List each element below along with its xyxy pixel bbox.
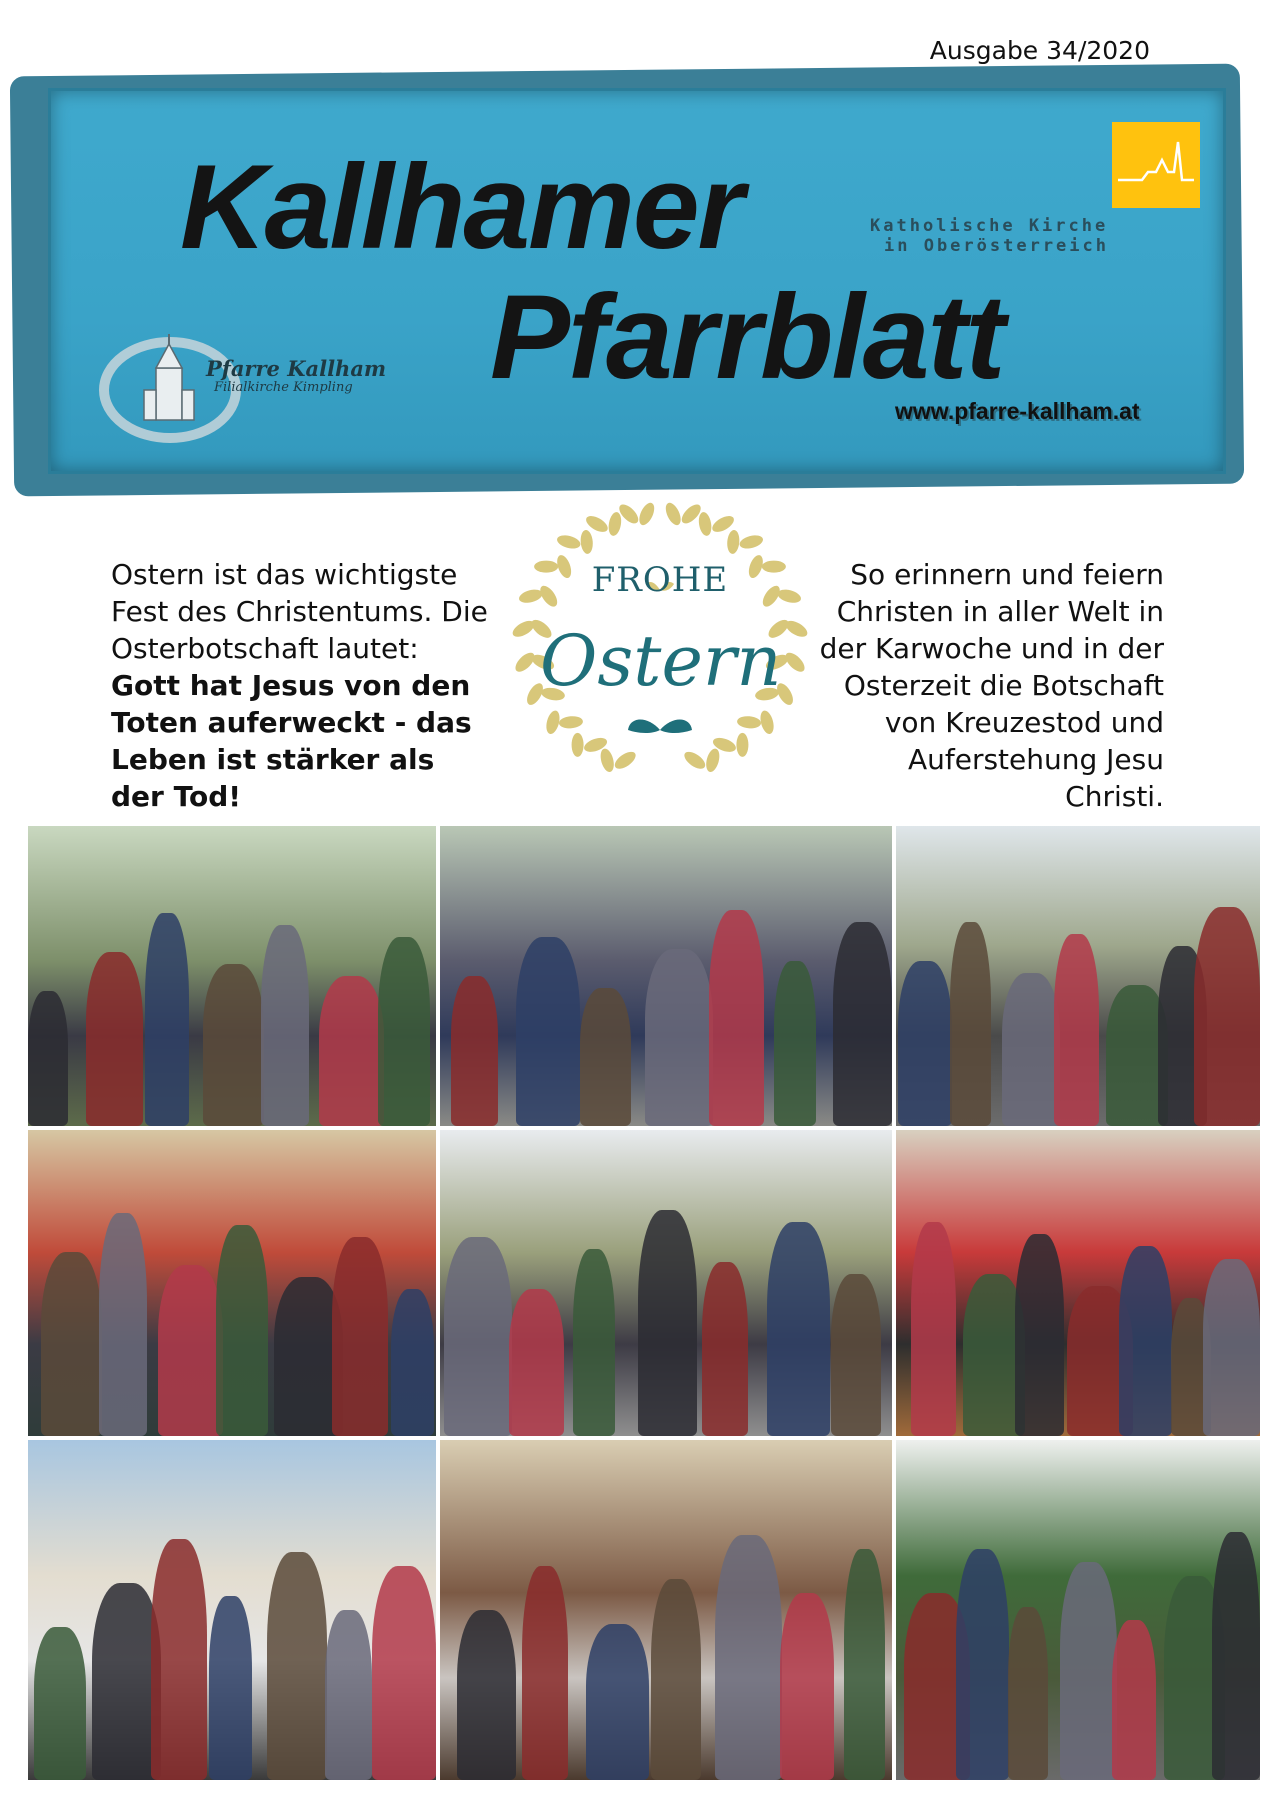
title-pfarrblatt: Pfarrblatt [490, 270, 1004, 404]
person-silhouette [86, 952, 143, 1126]
parish-name: Pfarre Kallham [206, 356, 387, 381]
person-silhouette [911, 1222, 956, 1436]
person-silhouette [950, 922, 991, 1126]
photo-palm-sunday-group [28, 826, 436, 1126]
laurel-leaf [762, 561, 786, 573]
photo-church-square-mass [28, 1130, 436, 1436]
person-silhouette [325, 1610, 372, 1780]
person-silhouette [332, 1237, 388, 1436]
photo-egg-gift-adults [28, 1440, 436, 1780]
laurel-leaf [580, 529, 594, 554]
person-silhouette [41, 1252, 102, 1436]
person-silhouette [956, 1549, 1009, 1780]
person-silhouette [522, 1566, 568, 1780]
title-kallhamer: Kallhamer [180, 140, 743, 274]
laurel-leaf [776, 587, 802, 605]
person-silhouette [158, 1265, 223, 1436]
person-silhouette [1008, 1607, 1048, 1780]
diocese-logo-icon [1112, 122, 1200, 208]
laurel-leaf [704, 747, 722, 773]
person-silhouette [586, 1624, 649, 1780]
photo-palm-bouquets [440, 826, 892, 1126]
church-line-2: in Oberösterreich [884, 236, 1109, 256]
person-silhouette [715, 1535, 782, 1780]
person-silhouette [780, 1593, 834, 1780]
person-silhouette [99, 1213, 147, 1436]
person-silhouette [444, 1237, 512, 1436]
person-silhouette [844, 1549, 885, 1780]
person-silhouette [34, 1627, 86, 1780]
photo-friar-eggs [440, 1440, 892, 1780]
person-silhouette [451, 976, 498, 1126]
person-silhouette [1119, 1246, 1172, 1436]
person-silhouette [151, 1539, 207, 1780]
parish-subtitle: Filialkirche Kimpling [214, 380, 353, 395]
person-silhouette [898, 961, 952, 1126]
person-silhouette [378, 937, 430, 1126]
laurel-leaf [558, 715, 583, 729]
person-silhouette [516, 937, 580, 1126]
laurel-leaf [518, 587, 544, 605]
laurel-leaf [736, 733, 748, 757]
person-silhouette [1060, 1562, 1117, 1780]
laurel-leaf [697, 511, 713, 537]
website-url[interactable]: www.pfarre-kallham.at [895, 398, 1140, 424]
church-line-1: Katholische Kirche [870, 216, 1109, 236]
person-silhouette [1002, 973, 1060, 1126]
laurel-leaf [556, 533, 582, 551]
laurel-leaf [572, 733, 584, 757]
person-silhouette [509, 1289, 564, 1436]
laurel-leaf [737, 715, 762, 729]
person-silhouette [203, 964, 264, 1126]
emblem-frohe: FROHE [591, 560, 729, 600]
person-silhouette [209, 1596, 252, 1780]
person-silhouette [28, 991, 68, 1126]
person-silhouette [1112, 1620, 1156, 1780]
laurel-leaf [738, 533, 764, 551]
person-silhouette [1194, 907, 1260, 1126]
person-silhouette [1203, 1259, 1260, 1436]
laurel-leaf [636, 501, 657, 528]
person-silhouette [372, 1566, 436, 1780]
issue-number: Ausgabe 34/2020 [929, 36, 1150, 65]
person-silhouette [573, 1249, 615, 1436]
laurel-leaf [726, 529, 740, 554]
person-silhouette [216, 1225, 268, 1436]
intro-text-right: So erinnern und feiern Christen in aller Welt in der Karwoche und in der Osterzeit die Botschaft von Kreuzestod und Auferstehung Jesu Christi. [819, 558, 1164, 813]
emblem-ostern: Ostern [540, 620, 782, 702]
person-silhouette [774, 961, 816, 1126]
person-silhouette [1054, 934, 1099, 1126]
intro-text-left [111, 556, 491, 815]
person-silhouette [1015, 1234, 1064, 1436]
person-silhouette [709, 910, 764, 1126]
person-silhouette [831, 1274, 881, 1436]
laurel-leaf [598, 747, 616, 773]
person-silhouette [457, 1610, 516, 1780]
person-silhouette [833, 922, 892, 1126]
person-silhouette [645, 949, 713, 1126]
person-silhouette [1212, 1532, 1260, 1780]
person-silhouette [702, 1262, 748, 1436]
diocese-logo [1112, 122, 1200, 208]
person-silhouette [651, 1579, 701, 1780]
person-silhouette [580, 988, 631, 1126]
person-silhouette [638, 1210, 697, 1436]
intro-left-plain: Ostern ist das wichtigste Fest des Christentums. Die Osterbotschaft lautet: [111, 558, 488, 665]
person-silhouette [145, 913, 189, 1126]
laurel-leaf [534, 561, 558, 573]
laurel-leaf [612, 748, 639, 772]
photo-procession-road [896, 826, 1260, 1126]
laurel-leaf [663, 501, 684, 528]
photo-collage [28, 826, 1260, 1784]
person-silhouette [261, 925, 309, 1126]
laurel-leaf [607, 511, 623, 537]
photo-procession-street [440, 1130, 892, 1436]
person-silhouette [767, 1222, 830, 1436]
photo-crowd-palm-branches [896, 1440, 1260, 1780]
church-subtitle [870, 216, 1120, 256]
laurel-leaf [682, 748, 709, 772]
person-silhouette [319, 976, 384, 1126]
person-silhouette [267, 1552, 327, 1780]
photo-egg-basket-children [896, 1130, 1260, 1436]
person-silhouette [391, 1289, 434, 1436]
intro-left-bold: Gott hat Jesus von den Toten auferweckt - das Leben ist stärker als der Tod! [111, 669, 472, 813]
